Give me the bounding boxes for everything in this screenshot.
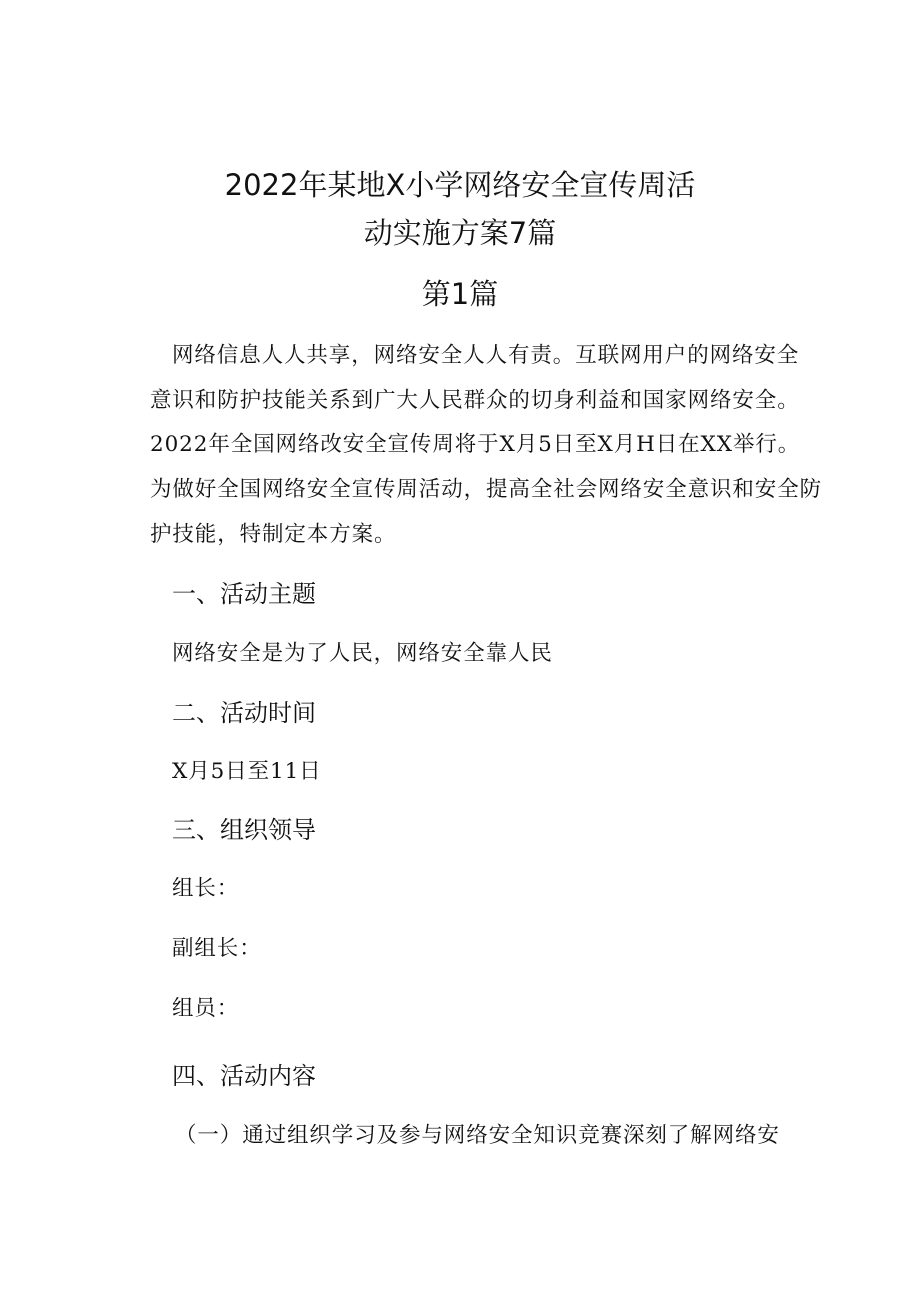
section-heading-time: 二、活动时间 <box>172 699 316 727</box>
section-heading-theme: 一、活动主题 <box>172 580 316 608</box>
intro-paragraph-line: 护技能，特制定本方案。 <box>150 522 397 547</box>
section-body-theme: 网络安全是为了人民，网络安全靠人民 <box>172 641 553 666</box>
chapter-title: 第1篇 <box>421 277 499 311</box>
org-deputy-label: 副组长： <box>172 936 262 961</box>
intro-paragraph-line: 2022年全国网络改安全宣传周将于X月5日至X月H日在XX举行。 <box>150 432 801 457</box>
content-item-1: （一）通过组织学习及参与网络安全知识竞赛深刻了解网络安 <box>175 1123 780 1148</box>
section-heading-organization: 三、组织领导 <box>172 816 316 844</box>
document-title-line-1: 2022年某地X小学网络安全宣传周活 <box>224 168 696 202</box>
intro-paragraph-line: 网络信息人人共享，网络安全人人有责。互联网用户的网络安全 <box>172 343 800 368</box>
org-leader-label: 组长： <box>172 876 240 901</box>
section-body-time: X月5日至11日 <box>172 759 322 784</box>
document-title-line-2: 动实施方案7篇 <box>363 216 557 250</box>
intro-paragraph-line: 意识和防护技能关系到广大人民群众的切身利益和国家网络安全。 <box>150 388 800 413</box>
intro-paragraph-line: 为做好全国网络安全宣传周活动，提高全社会网络安全意识和安全防 <box>150 477 823 502</box>
section-heading-content: 四、活动内容 <box>172 1062 316 1090</box>
org-member-label: 组员： <box>172 996 240 1021</box>
